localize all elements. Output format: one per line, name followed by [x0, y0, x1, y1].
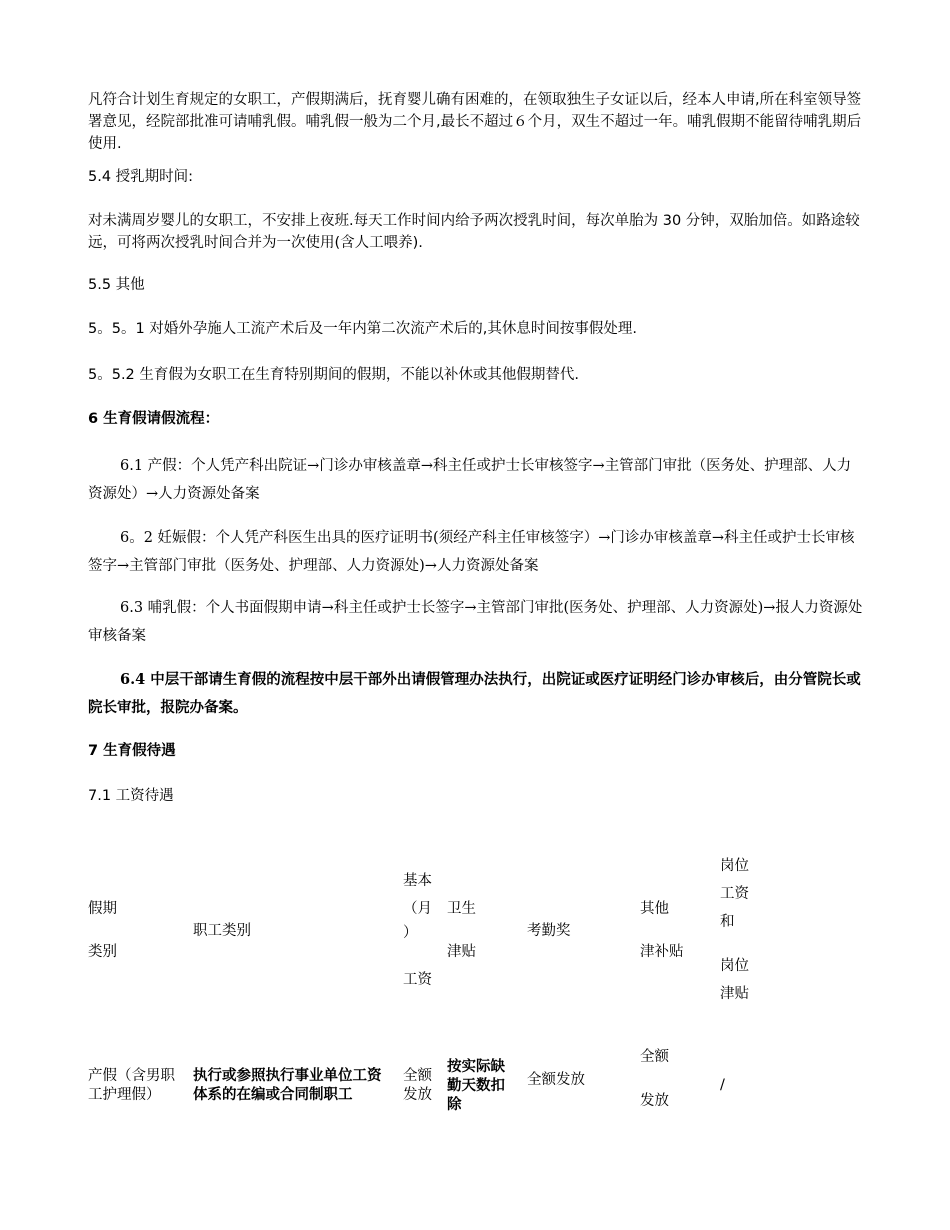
header-basic-3: ）: [403, 925, 418, 941]
section-5-5-1: 5。5。1 对婚外孕施人工流产术后及一年内第二次流产术后的,其休息时间按事假处理.: [88, 321, 638, 337]
header-health-2: 津贴: [447, 944, 476, 960]
row1-health: 按实际缺勤天数扣除: [447, 1059, 505, 1113]
section-5-4-body: 对未满周岁婴儿的女职工，不安排上夜班.每天工作时间内给予两次授乳时间，每次单胎为 30 分钟，双胎加倍。如路途较远，可将两次授乳时间合并为一次使用(含人工喂养).: [88, 213, 860, 251]
row1-staff-type: 执行或参照执行事业单位工资体系的在编或合同制职工: [193, 1068, 382, 1103]
header-post-3: 和: [720, 914, 735, 930]
header-leave-type-1: 假期: [88, 901, 117, 917]
section-7-heading: 7 生育假待遇: [88, 743, 176, 759]
section-5-4-heading: 5.4 授乳期时间:: [88, 169, 194, 185]
header-attendance: 考勤奖: [527, 923, 571, 939]
section-6-4: 6.4 中层干部请生育假的流程按中层干部外出请假管理办法执行，出院证或医疗证明经门诊办审核后，由分管院长或院长审批，报院办备案。: [88, 671, 861, 716]
section-5-5-2: 5。5.2 生育假为女职工在生育特别期间的假期，不能以补休或其他假期替代.: [88, 367, 580, 383]
intro-paragraph: 凡符合计划生育规定的女职工，产假期满后，抚育婴儿确有困难的，在领取独生子女证以后，经本人申请,所在科室领导签署意见，经院部批准可请哺乳假。哺乳假一般为二个月,最长不超过６个月，双生不超过一年。哺乳假期不能留待哺乳期后使用.: [88, 92, 862, 152]
header-basic-4: 工资: [403, 972, 432, 988]
header-post-5: 津贴: [720, 986, 749, 1002]
section-6-1: 6.1 产假：个人凭产科出院证→门诊办审核盖章→科主任或护士长审核签字→主管部门审批（医务处、护理部、人力资源处）→人力资源处备案: [88, 458, 852, 502]
section-5-5-heading: 5.5 其他: [88, 277, 145, 293]
header-other-2: 津补贴: [640, 944, 684, 960]
header-health-1: 卫生: [447, 901, 476, 917]
row1-basic: 全额发放: [403, 1068, 432, 1103]
header-other-1: 其他: [640, 901, 669, 917]
row1-attendance: 全额发放: [527, 1072, 585, 1088]
header-basic-1: 基本: [403, 873, 432, 889]
section-6-heading: 6 生育假请假流程：: [88, 411, 220, 427]
section-7-1-heading: 7.1 工资待遇: [88, 788, 174, 804]
header-post-4: 岗位: [720, 958, 749, 974]
row1-leave-type: 产假（含男职工护理假）: [88, 1068, 175, 1103]
section-6-2: 6。2 妊娠假：个人凭产科医生出具的医疗证明书(须经产科主任审核签字）→门诊办审核盖章→科主任或护士长审核签字→主管部门审批（医务处、护理部、人力资源处)→人力资源处备案: [88, 530, 855, 574]
header-post-2: 工资: [720, 886, 749, 902]
header-basic-2: （月: [403, 901, 432, 917]
section-6-3: 6.3 哺乳假：个人书面假期申请→科主任或护士长签字→主管部门审批(医务处、护理部、人力资源处)→报人力资源处审核备案: [88, 600, 863, 644]
header-leave-type-2: 类别: [88, 944, 117, 960]
row1-post: /: [720, 1077, 725, 1093]
header-staff-type: 职工类别: [193, 923, 251, 939]
row1-other-2: 发放: [640, 1093, 669, 1109]
row1-other-1: 全额: [640, 1049, 669, 1065]
header-post-1: 岗位: [720, 858, 749, 874]
